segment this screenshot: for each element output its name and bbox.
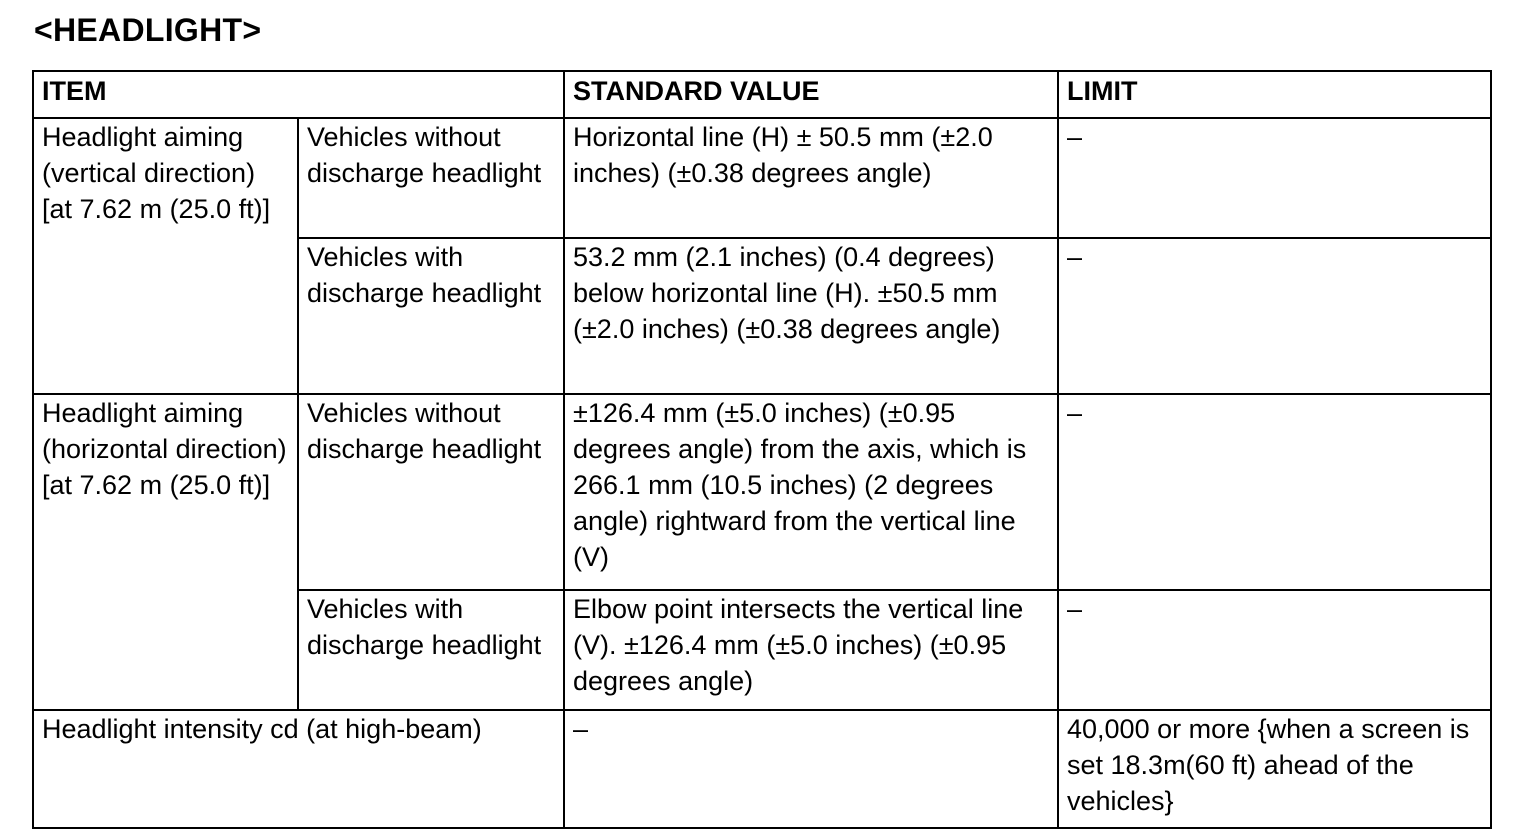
- limit-cell: [1058, 238, 1491, 394]
- header-standard-value: STANDARD VALUE: [564, 71, 1058, 118]
- limit-cell: [1058, 710, 1491, 828]
- standard-value-text: Elbow point intersects the vertical line (V). ±126.4 mm (±5.0 inches) (±0.95 degrees angle): [573, 594, 1024, 696]
- sub-item-label: Vehicles with discharge headlight: [307, 242, 542, 308]
- standard-value-cell: [564, 394, 1058, 590]
- limit-text: –: [1067, 594, 1083, 624]
- sub-item-label: Vehicles without discharge headlight: [307, 122, 542, 188]
- header-limit: LIMIT: [1058, 71, 1491, 118]
- item-label: Headlight intensity cd (at high-beam): [42, 714, 482, 744]
- standard-value-cell: [564, 590, 1058, 710]
- sub-item-cell: [298, 118, 564, 238]
- page-title: <HEADLIGHT>: [34, 12, 262, 48]
- header-item: ITEM: [33, 71, 564, 118]
- item-cell: [33, 394, 298, 710]
- standard-value-cell: [564, 238, 1058, 394]
- headlight-spec-table: [32, 70, 1492, 829]
- item-cell: [33, 118, 298, 394]
- sub-item-cell: [298, 590, 564, 710]
- standard-value-text: Horizontal line (H) ± 50.5 mm (±2.0 inches) (±0.38 degrees angle): [573, 122, 993, 188]
- sub-item-cell: [298, 394, 564, 590]
- standard-value-cell: [564, 118, 1058, 238]
- table-header-row: [33, 71, 1491, 118]
- limit-cell: [1058, 394, 1491, 590]
- standard-value-cell: [564, 710, 1058, 828]
- item-cell: [33, 710, 564, 828]
- item-label: Headlight aiming (vertical direction) [at 7.62 m (25.0 ft)]: [42, 122, 271, 224]
- sub-item-label: Vehicles with discharge headlight: [307, 594, 542, 660]
- standard-value-text: –: [573, 714, 589, 744]
- limit-text: –: [1067, 122, 1083, 152]
- limit-cell: [1058, 118, 1491, 238]
- item-label: Headlight aiming (horizontal direction) [at 7.62 m (25.0 ft)]: [42, 398, 287, 500]
- limit-text: –: [1067, 398, 1083, 428]
- standard-value-text: 53.2 mm (2.1 inches) (0.4 degrees) below horizontal line (H). ±50.5 mm (±2.0 inches) (±0.38 degrees angle): [573, 242, 1001, 344]
- table-row: [33, 394, 1491, 590]
- limit-text: 40,000 or more {when a screen is set 18.3m(60 ft) ahead of the vehicles}: [1067, 714, 1470, 816]
- table-row: [33, 710, 1491, 828]
- limit-cell: [1058, 590, 1491, 710]
- sub-item-label: Vehicles without discharge headlight: [307, 398, 542, 464]
- table-row: [33, 118, 1491, 238]
- standard-value-text: ±126.4 mm (±5.0 inches) (±0.95 degrees angle) from the axis, which is 266.1 mm (10.5 inches) (2 degrees angle) rightward from the vertical line (V): [573, 398, 1027, 572]
- sub-item-cell: [298, 238, 564, 394]
- limit-text: –: [1067, 242, 1083, 272]
